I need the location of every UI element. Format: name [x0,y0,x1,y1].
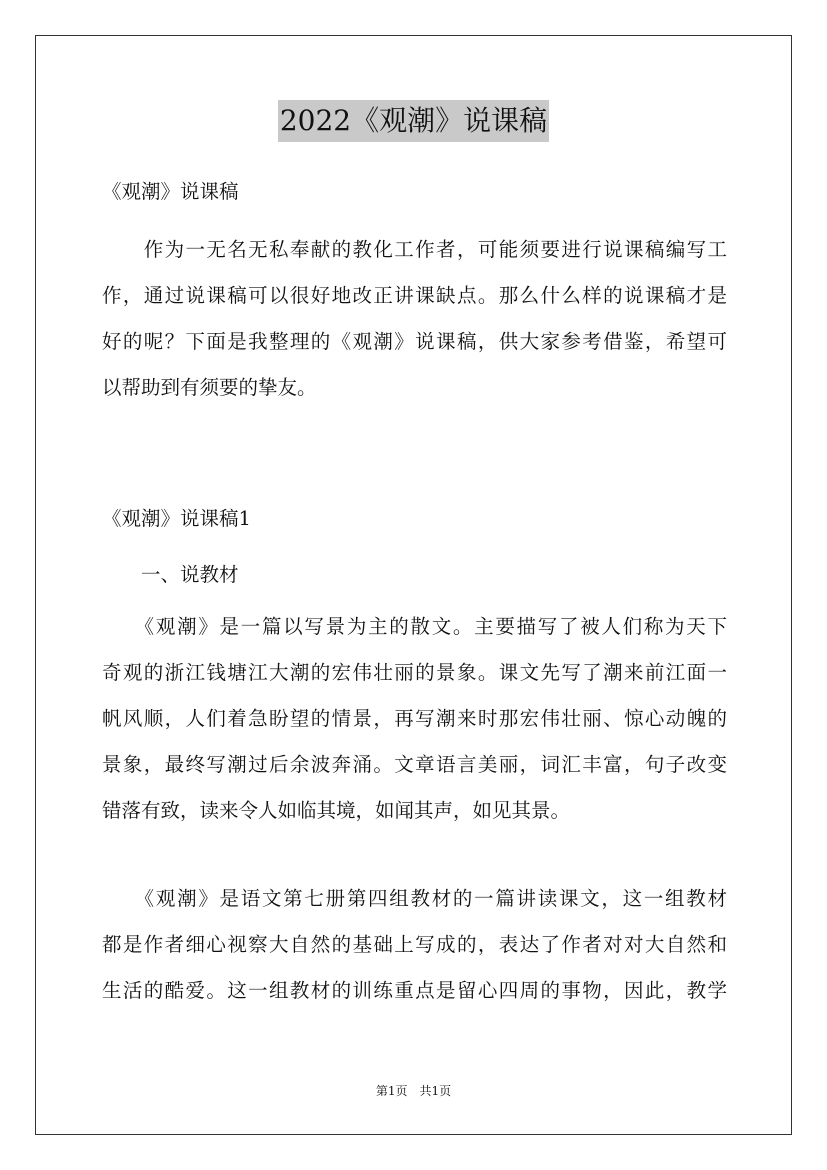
paragraph-line: 都是作者细心视察大自然的基础上写成的，表达了作者对对大自然和 [102,933,727,956]
section-title: 《观潮》说课稿1 [102,507,251,530]
paragraph-line: 《观潮》是一篇以写景为主的散文。主要描写了被人们称为天下 [102,615,727,638]
document-title: 2022《观潮》说课稿 [278,100,549,142]
paragraph-line: 作，通过说课稿可以很好地改正讲课缺点。那么什么样的说课稿才是 [102,284,727,307]
teaching-material-paragraph-1 [102,604,727,834]
intro-paragraph [102,227,727,411]
paragraph-line: 景象，最终写潮过后余波奔涌。文章语言美丽，词汇丰富，句子改变 [102,753,727,776]
paragraph-line: 生活的酷爱。这一组教材的训练重点是留心四周的事物，因此，教学 [102,979,727,1002]
document-heading: 《观潮》说课稿 [102,180,239,203]
paragraph-line: 好的呢？下面是我整理的《观潮》说课稿，供大家参考借鉴，希望可 [102,330,727,353]
paragraph-line: 帆风顺，人们着急盼望的情景，再写潮来时那宏伟壮丽、惊心动魄的 [102,707,727,730]
page-footer [0,1082,827,1100]
paragraph-line: 错落有致，读来令人如临其境，如闻其声，如见其景。 [102,799,571,822]
paragraph-line: 《观潮》是语文第七册第四组教材的一篇讲读课文，这一组教材 [102,887,727,910]
paragraph-line: 作为一无名无私奉献的教化工作者，可能须要进行说课稿编写工 [102,238,727,261]
title-container [0,100,827,142]
paragraph-line: 奇观的浙江钱塘江大潮的宏伟壮丽的景象。课文先写了潮来前江面一 [102,661,727,684]
paragraph-line: 以帮助到有须要的挚友。 [102,376,317,399]
subsection-title: 一、说教材 [102,563,239,586]
page-number-label: 第1页 共1页 [375,1084,452,1098]
teaching-material-paragraph-2 [102,876,727,1014]
